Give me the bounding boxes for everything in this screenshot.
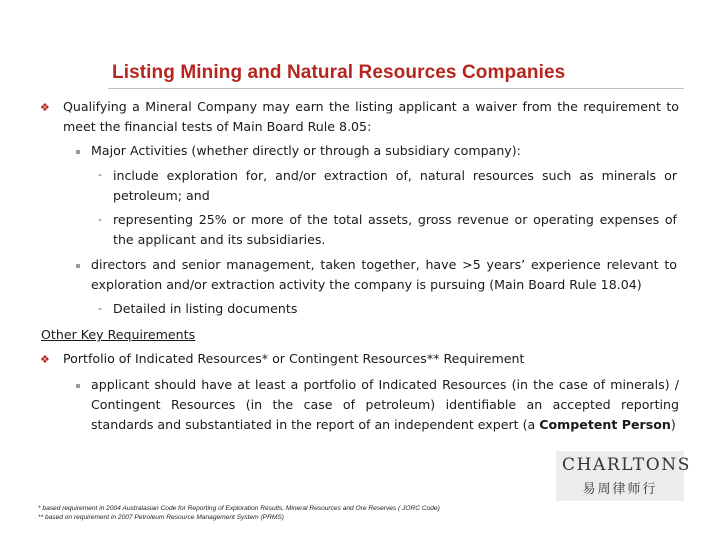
square-bullet-icon <box>76 150 80 154</box>
competent-person: Competent Person <box>539 417 671 432</box>
portfolio-text: Portfolio of Indicated Resources* or Contingent Resources** Requirement <box>63 351 525 366</box>
directors-text: directors and senior management, taken together, have >5 years’ experience relevant to exploration and/or extraction activity the company is pursuing (Main Board Rule 18.04) <box>91 257 677 292</box>
logo-name-zh: 易周律师行 <box>582 482 658 497</box>
dash-bullet-icon: - <box>98 302 102 315</box>
title-divider <box>108 88 684 89</box>
footnote-jorc: * based requirement in 2004 Australasian Code for Reporting of Exploration Results, Mineral Resources and Ore Reserves ( JORC Code) <box>38 505 440 512</box>
square-bullet-icon <box>76 264 80 268</box>
square-bullet-icon <box>76 384 80 388</box>
sub-item-exploration: include exploration for, and/or extraction of, natural resources such as minerals or petroleum; and <box>113 168 677 203</box>
footnote-prms: ** based on requirement in 2007 Petroleum Resource Management System (PRMS) <box>38 514 284 521</box>
bullet-icon: ❖ <box>40 101 50 114</box>
applicant-body: applicant should have at least a portfolio of Indicated Resources (in the case of minerals) / Contingent Resources (in the case of petroleum) identifiable an accepted reporting standards and substantiated in the report of an independent expert (a <box>91 377 679 432</box>
applicant-text <box>91 375 679 435</box>
slide-title: Listing Mining and Natural Resources Companies <box>112 62 566 83</box>
closing-paren: ) <box>670 417 676 432</box>
intro-text: Qualifying a Mineral Company may earn the listing applicant a waiver from the requirement to meet the financial tests of Main Board Rule 8.05: <box>63 99 679 134</box>
dash-bullet-icon: - <box>98 168 102 181</box>
sub-item-assets: representing 25% or more of the total assets, gross revenue or operating expenses of the applicant and its subsidiaries. <box>113 212 677 247</box>
major-activities-text: Major Activities (whether directly or through a subsidiary company): <box>91 143 521 158</box>
logo-name-en: CHARLTONS <box>562 455 692 475</box>
dash-bullet-icon: - <box>98 213 102 226</box>
charltons-logo <box>556 451 692 501</box>
other-requirements-heading: Other Key Requirements <box>41 327 196 342</box>
bullet-icon: ❖ <box>40 353 50 366</box>
detailed-text: Detailed in listing documents <box>113 301 298 316</box>
